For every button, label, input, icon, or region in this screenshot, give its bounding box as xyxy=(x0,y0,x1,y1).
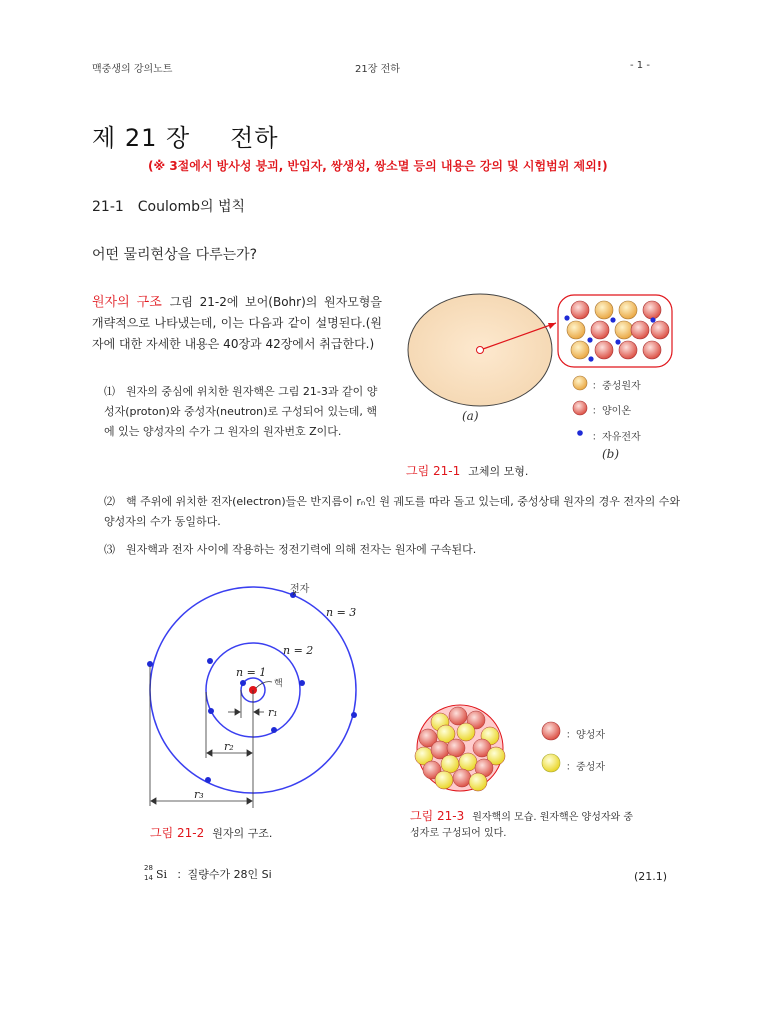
n1-label: n = 1 xyxy=(236,666,267,679)
fig1-caption-number: 그림 21-1 xyxy=(406,464,461,478)
scope-note: (※ 3절에서 방사성 붕괴, 반입자, 쌍생성, 쌍소멸 등의 내용은 강의 및 시험범위 제외!) xyxy=(148,159,608,173)
zoom-arrowhead xyxy=(548,323,556,329)
list-item-2 xyxy=(104,492,684,532)
n3-label: n = 3 xyxy=(326,606,357,619)
atomic-number: 14 xyxy=(144,874,153,882)
fig3-caption xyxy=(410,808,640,842)
legend-neutron-icon xyxy=(542,754,560,772)
equation-number: (21.1) xyxy=(634,870,668,883)
item-3-text: 원자핵과 전자 사이에 작용하는 정전기력에 의해 전자는 원자에 구속된다. xyxy=(126,543,477,556)
equation-text: ：질량수가 28인 Si xyxy=(176,868,272,881)
fig3-caption-text: 원자핵의 모습. 원자핵은 양성자와 중성자로 구성되어 있다. xyxy=(410,812,634,839)
r2-label: r₂ xyxy=(224,740,234,753)
intro-paragraph xyxy=(92,292,382,355)
fig1-label-a: (a) xyxy=(462,409,479,423)
mass-number: 28 xyxy=(144,864,153,872)
intro-term: 원자의 구조 xyxy=(92,295,162,310)
legend-ion: ：양이온 xyxy=(592,406,631,417)
legend-electron-icon xyxy=(577,430,583,436)
fig2-caption-text: 원자의 구조. xyxy=(212,827,273,840)
electron-label: 전자 xyxy=(290,584,310,595)
figure-21-3 xyxy=(410,700,520,800)
item-3-number: ⑶ xyxy=(104,543,115,556)
legend-ion-icon xyxy=(573,401,587,415)
question-heading: 어떤 물리현상을 다루는가? xyxy=(92,247,258,263)
item-1-number: ⑴ xyxy=(104,385,115,398)
nucleus-label: 핵 xyxy=(274,679,283,689)
item-1-text: 원자의 중심에 위치한 원자핵은 그림 21-3과 같이 양성자(proton)와 중성자(neutron)로 구성되어 있는데, 핵에 있는 양성자의 수가 그 원자의 원자번호 Z이다. xyxy=(104,385,378,438)
legend-neutron: ：중성자 xyxy=(566,762,605,773)
list-item-1 xyxy=(104,382,380,442)
figure-21-1 xyxy=(400,290,700,470)
intro-text: 그림 21-2에 보어(Bohr)의 원자모형을 개략적으로 나타냈는데, 이는 다음과 같이 설명된다.(원자에 대한 자세한 내용은 40장과 42장에서 취급한다.) xyxy=(92,295,382,351)
isotope-indices xyxy=(144,866,156,884)
header-chapter: 21장 전하 xyxy=(355,64,400,75)
fig3-caption-number: 그림 21-3 xyxy=(410,809,465,823)
n2-label: n = 2 xyxy=(283,644,314,657)
header-course: 맥중생의 강의노트 xyxy=(92,64,173,75)
fig3-legend-icons xyxy=(540,720,564,780)
zoom-point xyxy=(477,347,484,354)
legend-neutral-atom: ：중성원자 xyxy=(592,381,641,392)
fig1-caption xyxy=(406,462,528,479)
equation-21-1 xyxy=(144,866,272,884)
legend-free-electron: ：자유전자 xyxy=(592,432,641,443)
chapter-number: 제 21 장 xyxy=(92,124,191,152)
fig1-label-b: (b) xyxy=(602,447,620,461)
figure-21-2 xyxy=(140,578,380,818)
r1-label: r₁ xyxy=(268,706,278,719)
legend-proton-icon xyxy=(542,722,560,740)
fig1-caption-text: 고체의 모형. xyxy=(468,465,529,478)
r3-label: r₃ xyxy=(194,788,204,801)
legend-proton: ：양성자 xyxy=(566,730,605,741)
section-heading: 21-1 Coulomb의 법칙 xyxy=(92,199,245,215)
page-number: - 1 - xyxy=(630,60,650,71)
fig2-caption-number: 그림 21-2 xyxy=(150,826,205,840)
fig2-caption xyxy=(150,824,272,841)
chapter-title xyxy=(92,118,279,153)
element-symbol: Si xyxy=(156,868,168,881)
list-item-3 xyxy=(104,540,684,560)
item-2-text: 핵 주위에 위치한 전자(electron)들은 반지름이 rₙ인 원 궤도를 따라 돌고 있는데, 중성상태 원자의 경우 전자의 수와 양성자의 수가 동일하다. xyxy=(104,495,681,528)
legend-neutral-atom-icon xyxy=(573,376,587,390)
chapter-name: 전하 xyxy=(230,124,279,152)
item-2-number: ⑵ xyxy=(104,495,115,508)
